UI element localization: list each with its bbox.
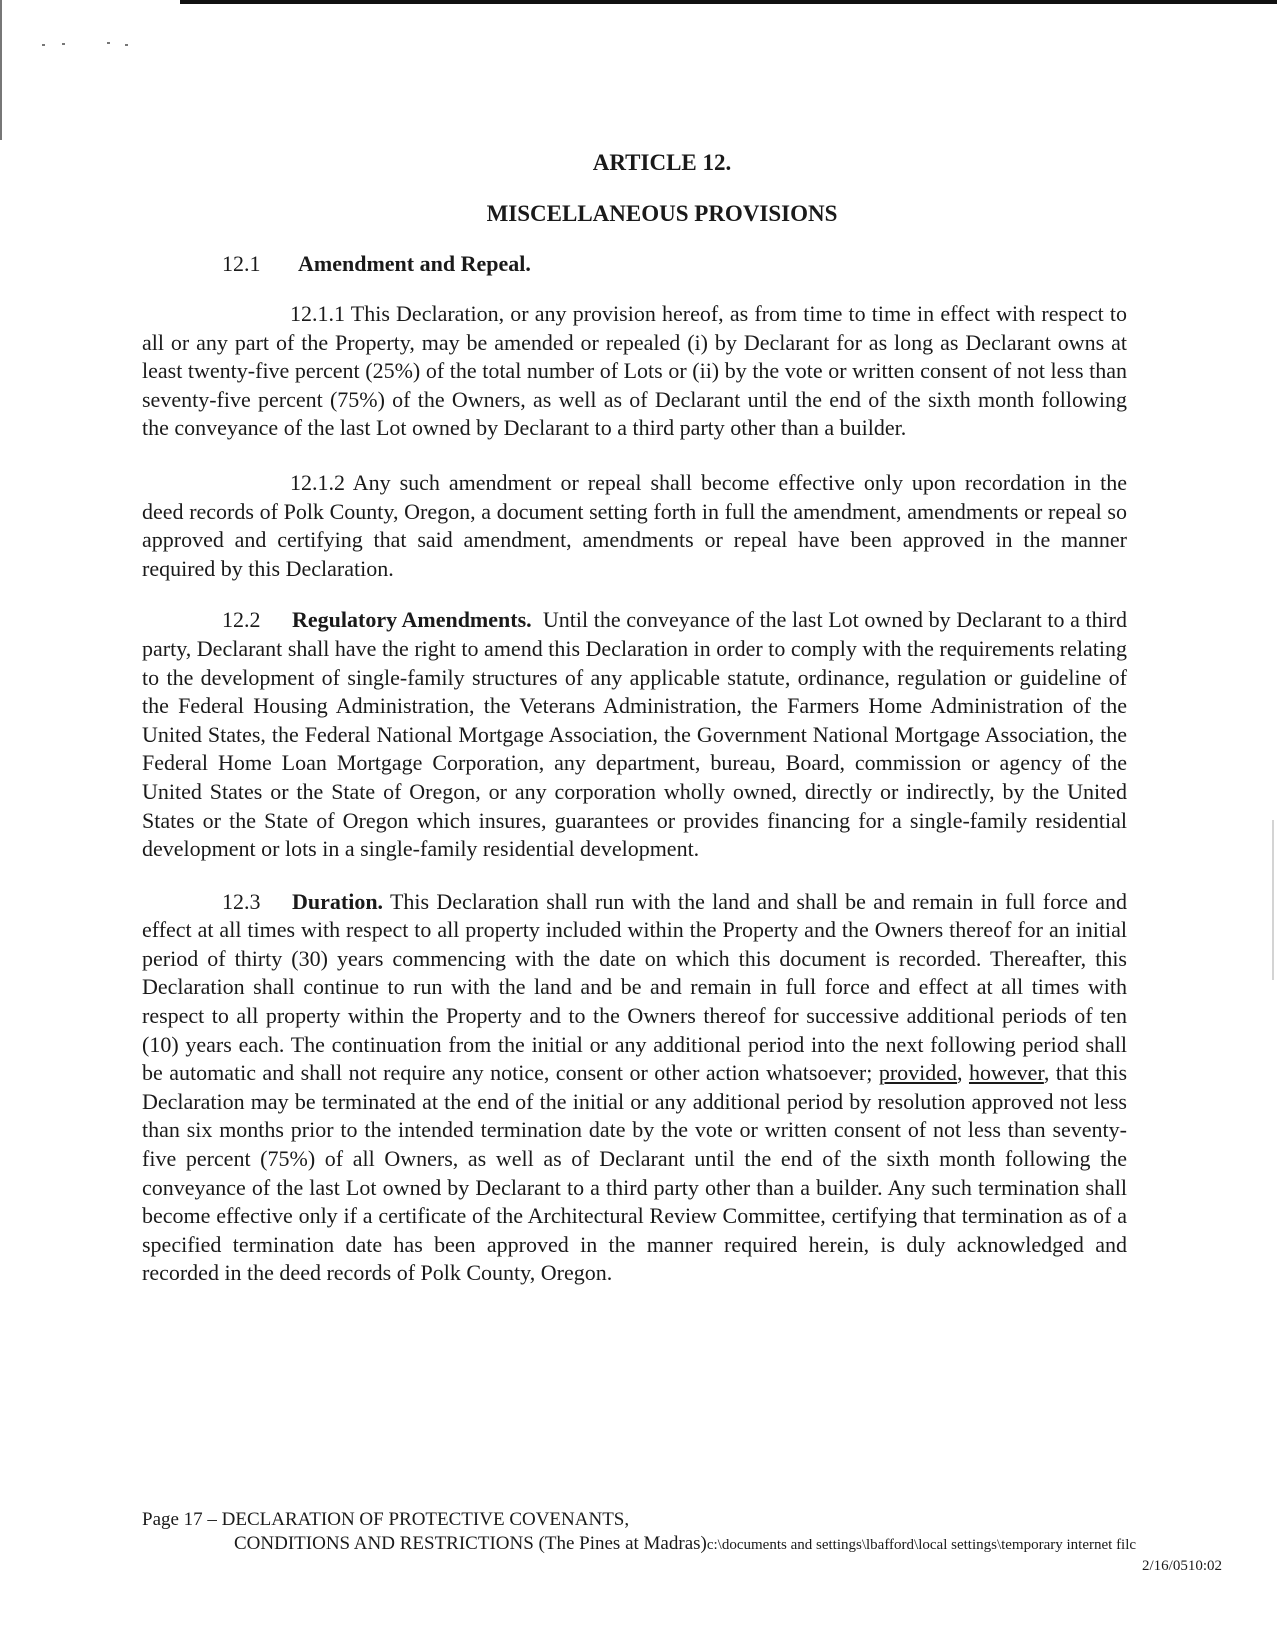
scan-speck: [107, 42, 110, 44]
comma-separator: ,: [957, 1060, 963, 1086]
right-edge-mark: [1272, 820, 1274, 980]
scan-speck: [42, 44, 45, 46]
document-page: [142, 130, 1127, 1288]
section-body-part-b: , that this Declaration may be terminated at the end of the initial or any additional period by resolution approved not less than six months prior to the intended termination date by the vote or written consent of not less than seventy-five percent (75%) of all Owners, as well as of Declarant until the end of the sixth month following the conveyance of the last Lot owned by Declarant to a third party other than a builder. Any such termination shall become effective only if a certificate of the Architectural Review Committee, certifying that termination as of a specified termination date has been approved in the manner required herein, is duly acknowledged and recorded in the deed records of Polk County, Oregon.: [142, 1060, 1128, 1286]
footer-title: CONDITIONS AND RESTRICTIONS (The Pines at Madras): [234, 1533, 707, 1554]
scan-speck: [125, 44, 128, 46]
left-edge-mark: [0, 0, 2, 140]
section-number: 12.1: [222, 251, 261, 276]
section-12-1-heading: [142, 251, 1127, 277]
section-title: Duration.: [292, 888, 384, 914]
footer-page-line: Page 17 – DECLARATION OF PROTECTIVE COVENANTS,: [142, 1509, 630, 1530]
section-body: Until the conveyance of the last Lot owned by Declarant to a third party, Declarant shall have the right to amend this Declaration in order to comply with the requirements relating to the development of single-family structures of any applicable statute, ordinance, regulation or guideline of the Federal Housing Administration, the Veterans Administration, the Farmers Home Administration of the United States, the Federal National Mortgage Association, the Government National Mortgage Association, the Federal Home Loan Mortgage Corporation, any department, bureau, Board, commission or agency of the United States or the State of Oregon, or any corporation wholly owned, directly or indirectly, by the United States or the State of Oregon which insures, guarantees or provides financing for a single-family residential development or lots in a single-family residential development.: [142, 607, 1127, 862]
section-number: 12.3: [222, 888, 261, 914]
paragraph-12-1-2: 12.1.2 Any such amendment or repeal shall become effective only upon recordation in the deed records of Polk County, Oregon, a document setting forth in full the amendment, amendments or repeal so approved and certifying that said amendment, amendments or repeal have been approved in the manner required by this Declaration.: [142, 469, 1127, 581]
underlined-term-provided: provided: [878, 1060, 958, 1086]
section-title: Amendment and Repeal.: [298, 251, 531, 276]
page-footer: [142, 1508, 1272, 1575]
paragraph-12-1-1: 12.1.1 This Declaration, or any provision hereof, as from time to time in effect with respect to all or any part of the Property, may be amended or repealed (i) by Declarant for as long as Declarant owns at least twenty-five percent (25%) of the total number of Lots or (ii) by the vote or written consent of not less than seventy-five percent (75%) of the Owners, as well as of Declarant until the end of the sixth month following the conveyance of the last Lot owned by Declarant to a third party other than a builder.: [142, 301, 1127, 441]
underlined-term-however: however: [968, 1060, 1044, 1086]
footer-date: 2/16/0510:02: [1141, 1558, 1222, 1574]
top-edge-rule: [180, 0, 1277, 4]
footer-file-path: c:\documents and settings\lbafford\local settings\temporary internet filc: [706, 1537, 1137, 1553]
section-title: Regulatory Amendments.: [292, 607, 532, 633]
footer-title-line: [142, 1532, 1272, 1557]
article-title: MISCELLANEOUS PROVISIONS: [486, 201, 838, 226]
paragraph-12-3: [142, 888, 1127, 1288]
scan-speck: [62, 43, 65, 45]
article-heading: ARTICLE 12.: [592, 150, 732, 175]
paragraph-12-2: [142, 606, 1127, 863]
section-body-part-a: This Declaration shall run with the land and shall be and remain in full force and effect at all times with respect to all property included within the Property and the Owners thereof for an initial period of thirty (30) years commencing with the date on which this document is recorded. Thereafter, this Declaration shall continue to run with the land and be and remain in full force and effect at all times with respect to all property within the Property and to the Owners thereof for successive additional periods of ten (10) years each. The continuation from the initial or any additional period into the next following period shall be automatic and shall not require any notice, consent or other action whatsoever;: [142, 888, 1127, 1086]
section-number: 12.2: [222, 607, 261, 633]
